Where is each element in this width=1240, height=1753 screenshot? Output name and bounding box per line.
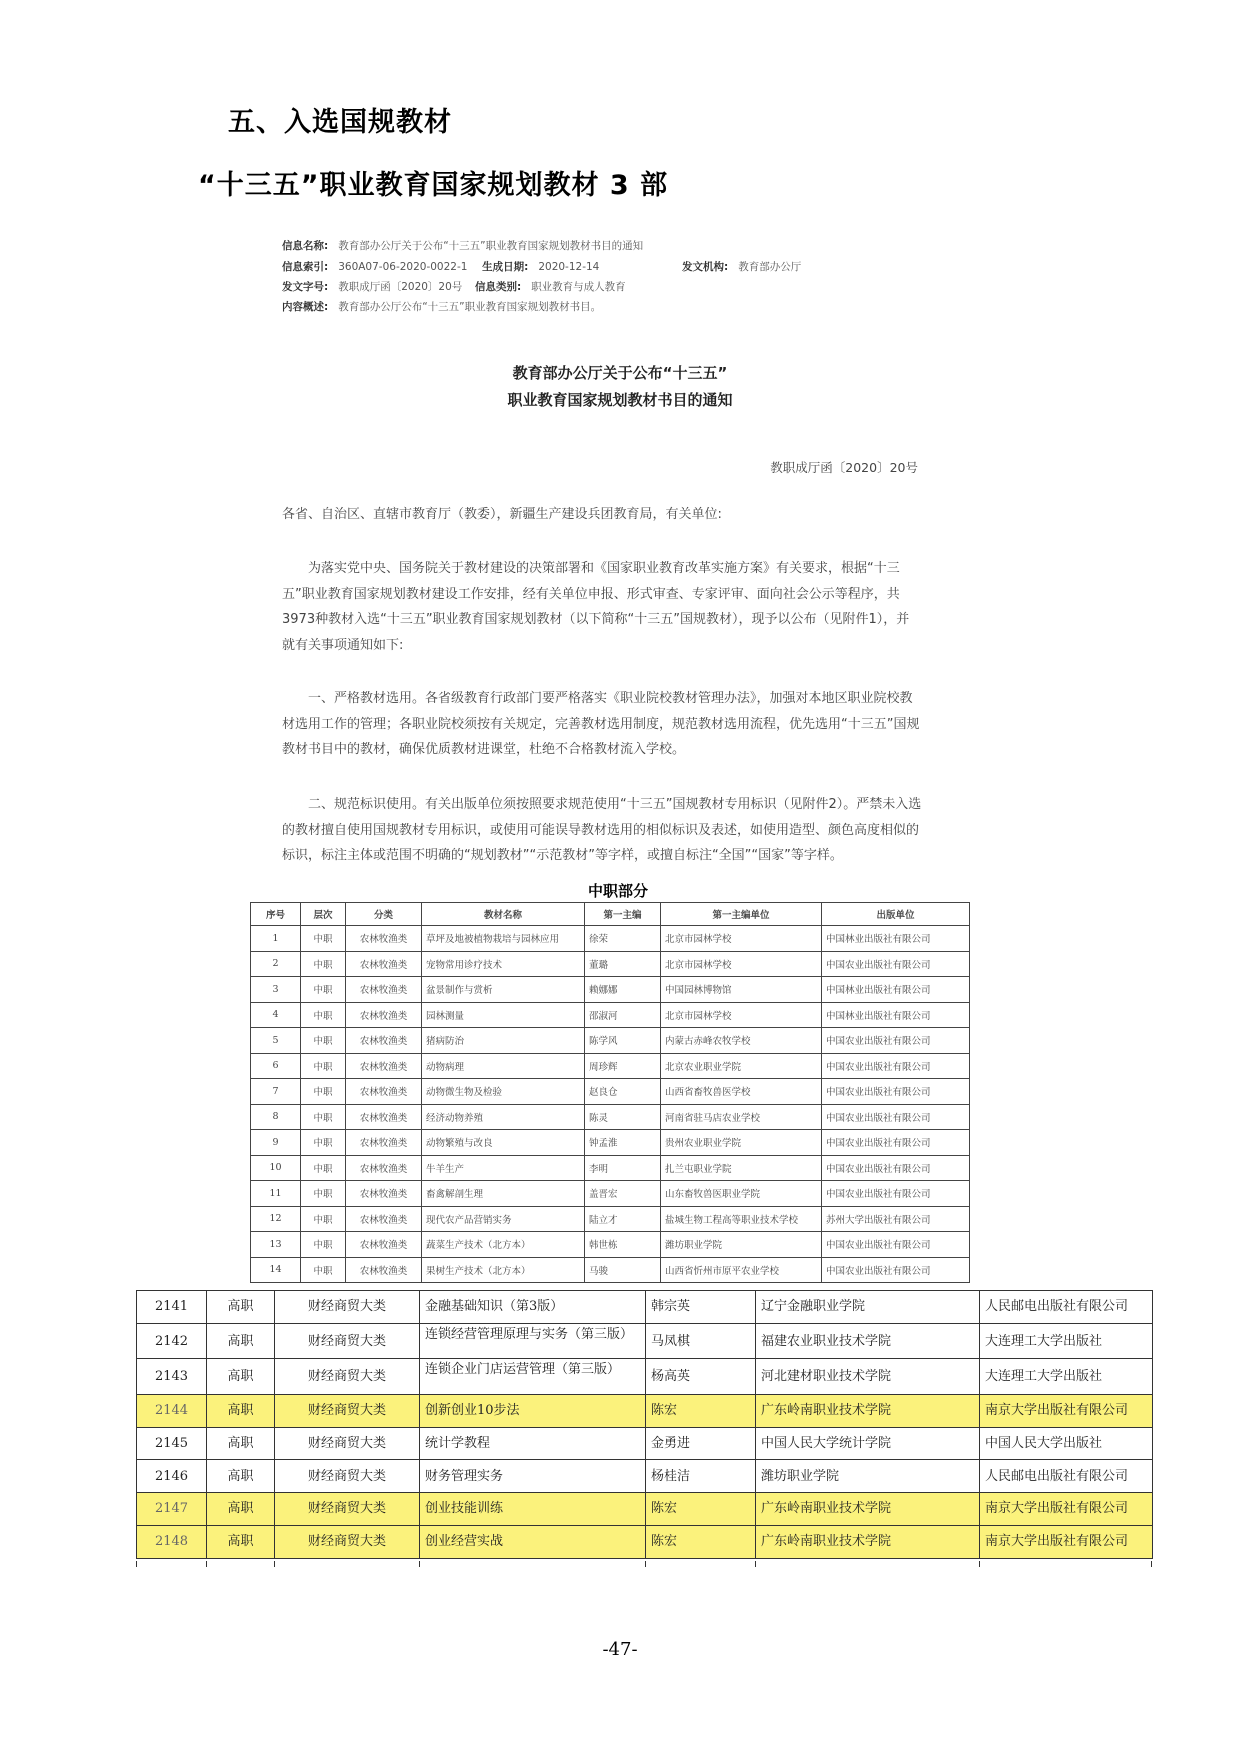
table-cell: 韩宗英 (646, 1291, 756, 1324)
table-cell: 南京大学出版社有限公司 (980, 1395, 1153, 1428)
zhongzhi-table (250, 902, 970, 1283)
table-cell: 高职 (207, 1427, 275, 1460)
table-cell: 财经商贸大类 (275, 1493, 420, 1526)
table-cell: 福建农业职业技术学院 (756, 1323, 980, 1359)
table-cell: 2143 (137, 1359, 207, 1395)
table-cell: 农林牧渔类 (346, 1257, 422, 1283)
table-cell: 赖娜娜 (585, 977, 661, 1003)
table-cell: 12 (251, 1206, 301, 1232)
table-row (137, 1460, 1153, 1493)
table-cell: 北京市园林学校 (661, 926, 822, 952)
table-cell: 8 (251, 1104, 301, 1130)
notice-title (270, 360, 970, 414)
paragraph-1: 为落实党中央、国务院关于教材建设的决策部署和《国家职业教育改革实施方案》有关要求，根据“十三五”职业教育国家规划教材建设工作安排，经有关单位申报、形式审查、专家评审、面向社会公示等程序，共3973种教材入选“十三五”职业教育国家规划教材（以下简称“十三五”国规教材），现予以公布（见附件1），并就有关事项通知如下: (282, 561, 910, 653)
table-cell: 农林牧渔类 (346, 1002, 422, 1028)
table-row (137, 1427, 1153, 1460)
table-cell: 中职 (301, 977, 346, 1003)
table-row (137, 1359, 1153, 1395)
table-cell: 农林牧渔类 (346, 1155, 422, 1181)
table-cell: 中国农业出版社有限公司 (822, 1079, 970, 1105)
table-cell: 中国农业出版社有限公司 (822, 1232, 970, 1258)
table-cell: 高职 (207, 1359, 275, 1395)
table-cell: 草坪及地被植物栽培与园林应用 (422, 926, 585, 952)
table-cell: 中职 (301, 1206, 346, 1232)
table-cell: 高职 (207, 1525, 275, 1558)
table-cell: 财经商贸大类 (275, 1460, 420, 1493)
table-cell: 6 (251, 1053, 301, 1079)
column-header: 第一主编单位 (661, 903, 822, 926)
subsection-title: “十三五”职业教育国家规划教材 3 部 (198, 170, 669, 201)
column-header: 分类 (346, 903, 422, 926)
meta-value: 教育部办公厅关于公布“十三五”职业教育国家规划教材书目的通知 (338, 240, 644, 252)
table-cell: 农林牧渔类 (346, 1028, 422, 1054)
salutation: 各省、自治区、直辖市教育厅（教委），新疆生产建设兵团教育局，有关单位: (282, 507, 722, 522)
table-row (251, 1155, 970, 1181)
paragraph-3: 二、规范标识使用。有关出版单位须按照要求规范使用“十三五”国规教材专用标识（见附件2）。严禁未入选的教材擅自使用国规教材专用标识，或使用可能误导教材选用的相似标识及表述，如使用造型、颜色高度相似的标识，标注主体或范围不明确的“规划教材”“示范教材”等字样，或擅自标注“全国”“国家”等字样。 (282, 797, 922, 863)
table-cell: 南京大学出版社有限公司 (980, 1493, 1153, 1526)
table-cell: 财经商贸大类 (275, 1359, 420, 1395)
table-cell: 连锁企业门店运营管理（第三版） (420, 1359, 646, 1395)
table-cell: 陈宏 (646, 1395, 756, 1428)
table-cell: 财经商贸大类 (275, 1525, 420, 1558)
meta-label: 内容概述: (282, 301, 329, 313)
table-row (251, 1028, 970, 1054)
table-cell: 2141 (137, 1291, 207, 1324)
table-cell: 1 (251, 926, 301, 952)
table-cell: 中职 (301, 1181, 346, 1207)
meta-value: 教职成厅函〔2020〕20号 (338, 281, 463, 293)
table-cell: 中职 (301, 1130, 346, 1156)
table-cell: 财经商贸大类 (275, 1291, 420, 1324)
table-cell: 大连理工大学出版社 (980, 1359, 1153, 1395)
column-header: 第一主编 (585, 903, 661, 926)
table-row-highlighted (137, 1525, 1153, 1558)
table-cell: 董璐 (585, 951, 661, 977)
table-cell: 经济动物养殖 (422, 1104, 585, 1130)
table-row (251, 1079, 970, 1105)
table-cell: 陆立才 (585, 1206, 661, 1232)
table-cell: 统计学教程 (420, 1427, 646, 1460)
table-row (251, 1232, 970, 1258)
table-cell: 陈灵 (585, 1104, 661, 1130)
table-cell: 金勇进 (646, 1427, 756, 1460)
meta-value: 教育部办公厅 (738, 261, 802, 273)
table-row (251, 1206, 970, 1232)
table-header-row (251, 903, 970, 926)
table-cell: 农林牧渔类 (346, 1206, 422, 1232)
table-cell: 13 (251, 1232, 301, 1258)
table-cell: 中职 (301, 1028, 346, 1054)
page-number: -47- (602, 1639, 638, 1660)
meta-label: 发文机构: (682, 261, 729, 273)
table-row (251, 926, 970, 952)
table-cell: 创业技能训练 (420, 1493, 646, 1526)
table-cell: 宠物常用诊疗技术 (422, 951, 585, 977)
table-cell: 中国林业出版社有限公司 (822, 926, 970, 952)
table-cell: 高职 (207, 1493, 275, 1526)
table-cell: 周珍辉 (585, 1053, 661, 1079)
table-cell: 创业经营实战 (420, 1525, 646, 1558)
table-cell: 园林测量 (422, 1002, 585, 1028)
table-cell: 14 (251, 1257, 301, 1283)
table-row-highlighted (137, 1493, 1153, 1526)
table-cell: 2 (251, 951, 301, 977)
table-cell: 中职 (301, 1104, 346, 1130)
table-cell: 苏州大学出版社有限公司 (822, 1206, 970, 1232)
table-row (137, 1291, 1153, 1324)
table-cell: 北京市园林学校 (661, 1002, 822, 1028)
table-cell: 潍坊职业学院 (661, 1232, 822, 1258)
table-cell: 中国农业出版社有限公司 (822, 1257, 970, 1283)
table-cell: 中职 (301, 1002, 346, 1028)
table-cell: 北京农业职业学院 (661, 1053, 822, 1079)
table-cell: 李明 (585, 1155, 661, 1181)
table-cell: 农林牧渔类 (346, 951, 422, 977)
table-cell: 2142 (137, 1323, 207, 1359)
table-row (251, 977, 970, 1003)
table-row (251, 951, 970, 977)
table-cell: 山西省畜牧兽医学校 (661, 1079, 822, 1105)
meta-info-name (282, 238, 643, 253)
table-cell: 农林牧渔类 (346, 1130, 422, 1156)
meta-info-docno (282, 279, 626, 294)
table-cell: 中国农业出版社有限公司 (822, 1104, 970, 1130)
table-cell: 广东岭南职业技术学院 (756, 1493, 980, 1526)
table-cell: 现代农产品营销实务 (422, 1206, 585, 1232)
table-cell: 财经商贸大类 (275, 1427, 420, 1460)
table-cell: 中职 (301, 1257, 346, 1283)
table-cell: 中国人民大学统计学院 (756, 1427, 980, 1460)
table-cell: 陈学风 (585, 1028, 661, 1054)
column-header: 层次 (301, 903, 346, 926)
table-cell: 财务管理实务 (420, 1460, 646, 1493)
column-header: 序号 (251, 903, 301, 926)
table-cell: 河南省驻马店农业学校 (661, 1104, 822, 1130)
table-cell: 内蒙古赤峰农牧学校 (661, 1028, 822, 1054)
table-cell: 广东岭南职业技术学院 (756, 1395, 980, 1428)
table-cell: 中国农业出版社有限公司 (822, 1028, 970, 1054)
table-cell: 农林牧渔类 (346, 1181, 422, 1207)
table-cell: 山西省忻州市原平农业学校 (661, 1257, 822, 1283)
table-cell: 中职 (301, 1232, 346, 1258)
table-cell: 5 (251, 1028, 301, 1054)
table-row (251, 1104, 970, 1130)
table-row (251, 1257, 970, 1283)
table-cell: 蔬菜生产技术（北方本） (422, 1232, 585, 1258)
table-cell: 10 (251, 1155, 301, 1181)
table-cell: 中职 (301, 1053, 346, 1079)
table-cell: 财经商贸大类 (275, 1323, 420, 1359)
meta-label: 生成日期: (482, 261, 529, 273)
table-cell: 韩世栋 (585, 1232, 661, 1258)
meta-info-summary (282, 299, 601, 314)
table-cell: 中国林业出版社有限公司 (822, 977, 970, 1003)
table-cell: 动物病理 (422, 1053, 585, 1079)
table-cell: 农林牧渔类 (346, 1232, 422, 1258)
table-cell: 人民邮电出版社有限公司 (980, 1291, 1153, 1324)
table-cell: 中职 (301, 1155, 346, 1181)
table-cell: 猪病防治 (422, 1028, 585, 1054)
table-cell: 中职 (301, 951, 346, 977)
notice-title-line: 职业教育国家规划教材书目的通知 (507, 391, 733, 409)
doc-number: 教职成厅函〔2020〕20号 (770, 460, 918, 475)
table-cell: 高职 (207, 1395, 275, 1428)
notice-title-line: 教育部办公厅关于公布“十三五” (512, 364, 728, 382)
meta-label: 信息类别: (474, 281, 522, 293)
table-cell: 大连理工大学出版社 (980, 1323, 1153, 1359)
meta-label: 信息名称: (282, 240, 329, 252)
column-header: 出版单位 (822, 903, 970, 926)
table-cell: 高职 (207, 1291, 275, 1324)
table-row (251, 1181, 970, 1207)
table-cell: 畜禽解剖生理 (422, 1181, 585, 1207)
section-title: 五、入选国规教材 (228, 107, 452, 138)
table-cell: 财经商贸大类 (275, 1395, 420, 1428)
table-cell: 赵良仓 (585, 1079, 661, 1105)
table-cell: 创新创业10步法 (420, 1395, 646, 1428)
table-cell: 农林牧渔类 (346, 1053, 422, 1079)
table-cell: 南京大学出版社有限公司 (980, 1525, 1153, 1558)
table-cell: 2146 (137, 1460, 207, 1493)
table-caption: 中职部分 (588, 882, 649, 900)
table-cell: 扎兰屯职业学院 (661, 1155, 822, 1181)
table-cell: 马凤棋 (646, 1323, 756, 1359)
table-row (251, 1053, 970, 1079)
table-cell: 杨高英 (646, 1359, 756, 1395)
table-cell: 农林牧渔类 (346, 977, 422, 1003)
table-cell: 中国农业出版社有限公司 (822, 1130, 970, 1156)
table-cell: 动物繁殖与改良 (422, 1130, 585, 1156)
table-cell: 山东畜牧兽医职业学院 (661, 1181, 822, 1207)
paragraph-2: 一、严格教材选用。各省级教育行政部门要严格落实《职业院校教材管理办法》，加强对本地区职业院校教材选用工作的管理；各职业院校须按有关规定，完善教材选用制度，规范教材选用流程，优先选用“十三五”国规教材书目中的教材，确保优质教材进课堂，杜绝不合格教材流入学校。 (282, 691, 920, 757)
table-cell: 3 (251, 977, 301, 1003)
table-cell: 徐荣 (585, 926, 661, 952)
table-cell: 钟孟淮 (585, 1130, 661, 1156)
meta-value: 教育部办公厅公布“十三五”职业教育国家规划教材书目。 (338, 301, 602, 313)
table-cell: 盐城生物工程高等职业技术学校 (661, 1206, 822, 1232)
table-cell: 盆景制作与赏析 (422, 977, 585, 1003)
table-cell: 中国农业出版社有限公司 (822, 1155, 970, 1181)
meta-label: 发文字号: (282, 281, 329, 293)
notice-screenshot (270, 230, 970, 870)
table-cell: 农林牧渔类 (346, 926, 422, 952)
table-cell: 果树生产技术（北方本） (422, 1257, 585, 1283)
meta-value: 职业教育与成人教育 (531, 281, 626, 293)
table-cell: 广东岭南职业技术学院 (756, 1525, 980, 1558)
table-cell: 连锁经营管理原理与实务（第三版） (420, 1323, 646, 1359)
table-cell: 高职 (207, 1460, 275, 1493)
table-cell: 动物微生物及检验 (422, 1079, 585, 1105)
table-cell: 2148 (137, 1525, 207, 1558)
table-cell: 2147 (137, 1493, 207, 1526)
table-cell: 陈宏 (646, 1493, 756, 1526)
table-continuation-lines (136, 1561, 1152, 1567)
table-row (137, 1323, 1153, 1359)
table-cell: 中国农业出版社有限公司 (822, 1181, 970, 1207)
table-cell: 4 (251, 1002, 301, 1028)
table-cell: 杨桂洁 (646, 1460, 756, 1493)
table-cell: 2145 (137, 1427, 207, 1460)
table-cell: 11 (251, 1181, 301, 1207)
meta-info-index (282, 259, 801, 274)
table-cell: 9 (251, 1130, 301, 1156)
gaozhi-table (136, 1290, 1153, 1559)
table-cell: 中国农业出版社有限公司 (822, 1053, 970, 1079)
table-row (251, 1002, 970, 1028)
table-cell: 高职 (207, 1323, 275, 1359)
table-cell: 7 (251, 1079, 301, 1105)
table-cell: 中职 (301, 1079, 346, 1105)
table-row-highlighted (137, 1395, 1153, 1428)
table-cell: 人民邮电出版社有限公司 (980, 1460, 1153, 1493)
table-cell: 北京市园林学校 (661, 951, 822, 977)
meta-value: 2020-12-14 (538, 261, 600, 273)
table-cell: 2144 (137, 1395, 207, 1428)
table-cell: 贵州农业职业学院 (661, 1130, 822, 1156)
table-cell: 陈宏 (646, 1525, 756, 1558)
table-cell: 牛羊生产 (422, 1155, 585, 1181)
meta-value: 360A07-06-2020-0022-1 (338, 261, 468, 273)
column-header: 教材名称 (422, 903, 585, 926)
table-cell: 农林牧渔类 (346, 1104, 422, 1130)
table-cell: 盖晋宏 (585, 1181, 661, 1207)
table-cell: 潍坊职业学院 (756, 1460, 980, 1493)
table-cell: 农林牧渔类 (346, 1079, 422, 1105)
table-cell: 河北建材职业技术学院 (756, 1359, 980, 1395)
table-cell: 辽宁金融职业学院 (756, 1291, 980, 1324)
table-cell: 中国林业出版社有限公司 (822, 1002, 970, 1028)
table-cell: 邵淑河 (585, 1002, 661, 1028)
table-row (251, 1130, 970, 1156)
table-cell: 中国农业出版社有限公司 (822, 951, 970, 977)
table-cell: 中国园林博物馆 (661, 977, 822, 1003)
meta-label: 信息索引: (282, 261, 329, 273)
table-cell: 金融基础知识（第3版） (420, 1291, 646, 1324)
table-cell: 中国人民大学出版社 (980, 1427, 1153, 1460)
table-cell: 中职 (301, 926, 346, 952)
table-cell: 马骏 (585, 1257, 661, 1283)
